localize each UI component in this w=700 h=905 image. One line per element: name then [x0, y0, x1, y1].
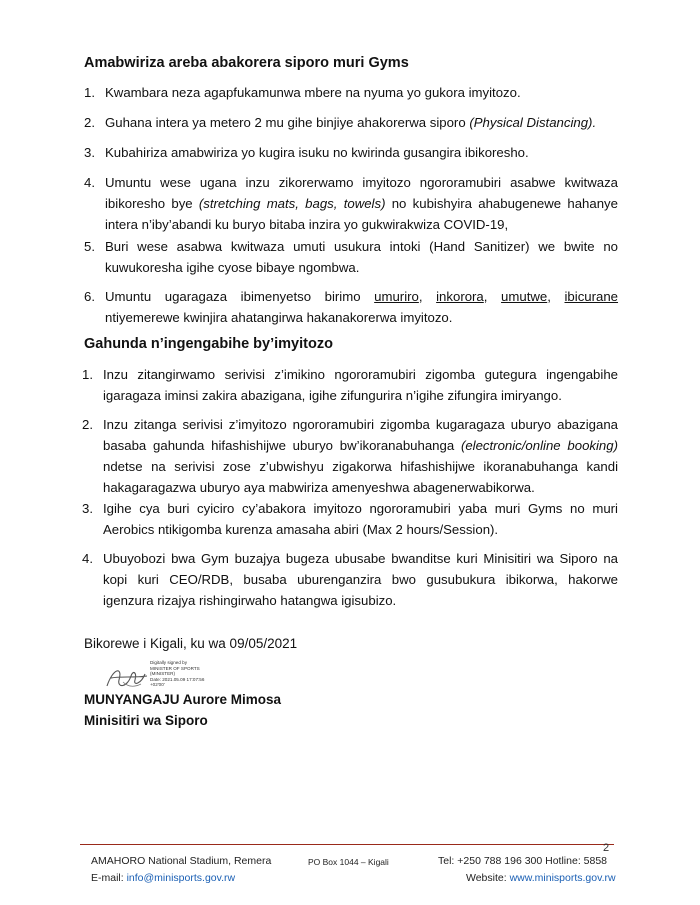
underlined-term: umuriro [374, 289, 419, 304]
list-item-text [82, 364, 618, 406]
underlined-term: inkorora [436, 289, 484, 304]
footer-divider [80, 844, 614, 845]
section-heading-schedule: Gahunda n’ingengabihe by’imyitozo [84, 336, 333, 352]
footer-email-label: E-mail: [91, 872, 127, 884]
footer-address: AMAHORO National Stadium, Remera [91, 855, 272, 867]
signature-meta-line: Date: 2021.05.09 17:07:56 [150, 676, 205, 682]
footer-po-box: PO Box 1044 – Kigali [308, 857, 389, 867]
text-segment: Umuntu ugaragaza ibimenyetso birimo [105, 289, 375, 304]
signer-name: MUNYANGAJU Aurore Mimosa [84, 692, 282, 707]
list-item-text [84, 286, 618, 328]
text-segment: Inzu zitangirwamo serivisi z’imikino ngororamubiri zigomba gutegura ingengabihe igaragaza iminsi zakira abazigana, igihe zifungurira n’igihe zifungira imiryango. [103, 367, 618, 403]
text-segment: Kubahiriza amabwiriza yo kugira isuku no kwirinda gusangira ibikoresho. [105, 145, 529, 160]
list-item-text [84, 112, 618, 133]
text-segment: Umuntu wese ugana inzu zikorerwamo imyitozo ngororamubiri asabwe kwitwaza ibikoresho bye [105, 175, 618, 211]
underlined-term: ibicurane [564, 289, 619, 304]
digital-signature-stamp [150, 660, 220, 688]
list-item [84, 172, 618, 235]
list-item [82, 414, 618, 498]
list-item [84, 142, 618, 163]
list-item-text [84, 82, 618, 103]
text-segment: Buri wese asabwa kwitwaza umuti usukura intoki (Hand Sanitizer) we bwite no kuwukoresha igihe cyose bibaye ngombwa. [105, 239, 618, 275]
list-item [82, 498, 618, 540]
underlined-term: umutwe [501, 289, 548, 304]
footer-telephone: Tel: +250 788 196 300 Hotline: 5858 [438, 855, 608, 867]
list-item-text [84, 236, 618, 278]
list-item [84, 112, 618, 133]
signature-meta-line: Digitally signed by [150, 660, 188, 665]
list-item [84, 82, 618, 103]
list-item-number: 5. [84, 239, 95, 254]
text-segment: , [418, 289, 437, 304]
website-link[interactable]: www.minisports.gov.rw [509, 872, 616, 884]
footer-website-label: Website: [466, 872, 510, 884]
signature-meta-line: +02'00' [150, 682, 165, 688]
signer-title: Minisitiri wa Siporo [84, 713, 208, 728]
place-and-date: Bikorewe i Kigali, ku wa 09/05/2021 [84, 636, 298, 651]
text-segment: Kwambara neza agapfukamunwa mbere na nyuma yo gukora imyitozo. [105, 85, 521, 100]
list-item-number: 1. [84, 85, 95, 100]
text-segment: no kubishyira ahabugenewe hahanye intera n’iby’abandi ku buryo bitaba inzira yo gukwirakwiza COVID-19, [105, 196, 618, 232]
italic-text: (electronic/online booking) [460, 438, 618, 453]
list-item-number: 3. [84, 145, 95, 160]
text-segment: , [547, 289, 565, 304]
italic-text: (stretching mats, bags, towels) [198, 196, 386, 211]
text-segment: ndetse na serivisi zose z’ubwishyu zigakorwa hifashishijwe ikoranabuhanga kandi hakagaragazwa uburyo aya mabwiriza amenyeshwa abagenerwabikorwa. [103, 459, 618, 495]
list-item-number: 4. [84, 175, 95, 190]
list-item-text [82, 498, 618, 540]
text-segment: , [483, 289, 502, 304]
signature-meta-line: MINISTER OF SPORTS [150, 665, 200, 671]
list-item-text [82, 548, 618, 611]
list-item [84, 286, 618, 328]
list-item [84, 236, 618, 278]
list-item-text [84, 142, 618, 163]
text-segment: Guhana intera ya metero 2 mu gihe binjiye ahakorerwa siporo [105, 115, 470, 130]
page-number: 2 [603, 842, 610, 854]
list-item [82, 548, 618, 611]
text-segment: ntiyemerewe kwinjira ahatangirwa hakanakorerwa imyitozo. [105, 310, 453, 325]
italic-text: (Physical Distancing). [469, 115, 597, 130]
list-item-text [84, 172, 618, 235]
list-item-number: 3. [82, 501, 93, 516]
list-item-number: 4. [82, 551, 93, 566]
footer-website [466, 872, 616, 884]
footer-email [91, 872, 235, 884]
text-segment: Igihe cya buri cyiciro cy’abakora imyitozo ngororamubiri yaba muri Gyms no muri Aerobics ntikigomba kurenza amasaha abiri (Max 2 hours/Session). [103, 501, 618, 537]
list-item-text [82, 414, 618, 498]
text-segment: Inzu zitanga serivisi z’imyitozo ngororamubiri zigomba kugaragaza uburyo abazigana basaba gahunda hifashishijwe uburyo bw’ikoranabuhanga [103, 417, 618, 453]
text-segment: Ubuyobozi bwa Gym buzajya bugeza ubusabe bwanditse kuri Minisitiri wa Siporo na kopi kuri CEO/RDB, busaba uburenganzira bwo gusubukura ibikorwa, hakorwe igenzura rizajya rishingirwaho hatangwa igisubizo. [103, 551, 618, 608]
list-item-number: 1. [82, 367, 93, 382]
email-link[interactable]: info@minisports.gov.rw [126, 872, 236, 884]
list-item-number: 6. [84, 289, 95, 304]
signature-meta-line: (MINISTER) [150, 671, 176, 677]
list-item-number: 2. [82, 417, 93, 432]
list-item [82, 364, 618, 406]
section-heading-gym-rules: Amabwiriza areba abakorera siporo muri Gyms [84, 55, 409, 71]
list-item-number: 2. [84, 115, 95, 130]
